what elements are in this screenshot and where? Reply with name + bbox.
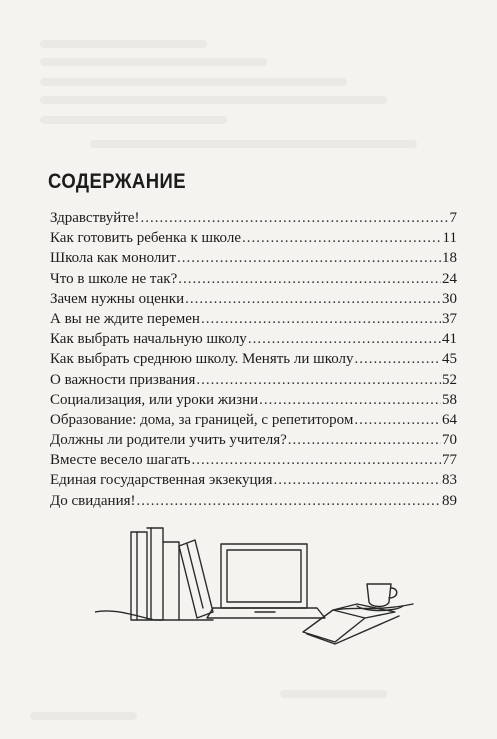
dot-leader [137, 491, 442, 511]
toc-entry [50, 491, 457, 511]
toc-entry [50, 329, 457, 349]
toc-entry-title: Образование: дома, за границей, с репетитором [50, 411, 354, 428]
toc-entry [50, 228, 457, 248]
toc-entry-title: До свидания! [50, 492, 136, 509]
books-icon [95, 528, 213, 620]
show-through-line [280, 690, 387, 698]
toc-entry-title: Как готовить ребенка к школе [50, 230, 242, 247]
toc-entry-page: 83 [442, 472, 457, 489]
dot-leader [355, 349, 441, 369]
toc-entry-title: Здравствуйте! [50, 210, 140, 226]
toc-entry-page: 58 [442, 391, 457, 408]
show-through-line [40, 58, 267, 66]
books-laptop-cup-illustration [95, 520, 415, 650]
dot-leader [259, 390, 441, 410]
toc-entry-page: 77 [442, 452, 457, 469]
toc-entry-title: Единая государственная экзекуция [50, 472, 273, 489]
toc-entry-title: Зачем нужны оценки [50, 290, 185, 307]
toc-entry-title: Как выбрать среднюю школу. Менять ли школу [50, 351, 354, 368]
toc-entry [50, 208, 457, 228]
toc-entry [50, 248, 457, 268]
toc-entry [50, 390, 457, 410]
contents-heading: СОДЕРЖАНИЕ [48, 170, 186, 193]
toc-entry-title: Как выбрать начальную школу [50, 331, 247, 348]
toc-entry-page: 24 [442, 270, 457, 287]
toc-entry [50, 470, 457, 490]
show-through-line [40, 116, 227, 124]
dot-leader [201, 309, 441, 329]
dot-leader [185, 289, 441, 309]
toc-entry-page: 89 [442, 492, 457, 509]
laptop-icon [207, 544, 325, 618]
toc-entry-page: 37 [442, 310, 457, 327]
dot-leader [273, 470, 441, 490]
dot-leader [242, 228, 442, 248]
dot-leader [354, 410, 441, 430]
toc-entry-page: 30 [442, 290, 457, 307]
show-through-line [40, 40, 207, 48]
toc-entry [50, 269, 457, 289]
toc-entry-title: Вместе весело шагать [50, 452, 191, 469]
toc-entry-title: А вы не ждите перемен [50, 310, 200, 327]
show-through-line [30, 712, 137, 720]
dot-leader [191, 450, 441, 470]
toc-entry-page: 7 [449, 210, 457, 226]
toc-entry-title: Школа как монолит [50, 250, 176, 267]
dot-leader [177, 248, 441, 268]
dot-leader [196, 370, 441, 390]
show-through-line [40, 96, 387, 104]
toc-entry [50, 430, 457, 450]
show-through-line [90, 140, 417, 148]
toc-entry [50, 370, 457, 390]
toc-entry [50, 349, 457, 369]
toc-entry-title: Должны ли родители учить учителя? [50, 432, 287, 449]
toc-entry [50, 410, 457, 430]
toc-entry-title: Социализация, или уроки жизни [50, 391, 259, 408]
toc-entry-page: 11 [442, 230, 457, 247]
toc-entry [50, 289, 457, 309]
dot-leader [140, 208, 448, 228]
toc-entry-page: 45 [442, 351, 457, 368]
dot-leader [178, 269, 441, 289]
toc-entry-page: 18 [442, 250, 457, 267]
dot-leader [288, 430, 441, 450]
toc-entry [50, 309, 457, 329]
toc-entry-page: 70 [442, 432, 457, 449]
show-through-line [40, 78, 347, 86]
toc-entry-page: 52 [442, 371, 457, 388]
toc-entry [50, 450, 457, 470]
table-of-contents [50, 208, 457, 511]
toc-entry-title: О важности призвания [50, 371, 196, 388]
toc-entry-title: Что в школе не так? [50, 270, 178, 287]
dot-leader [248, 329, 441, 349]
toc-entry-page: 41 [442, 331, 457, 348]
toc-entry-page: 64 [442, 411, 457, 428]
